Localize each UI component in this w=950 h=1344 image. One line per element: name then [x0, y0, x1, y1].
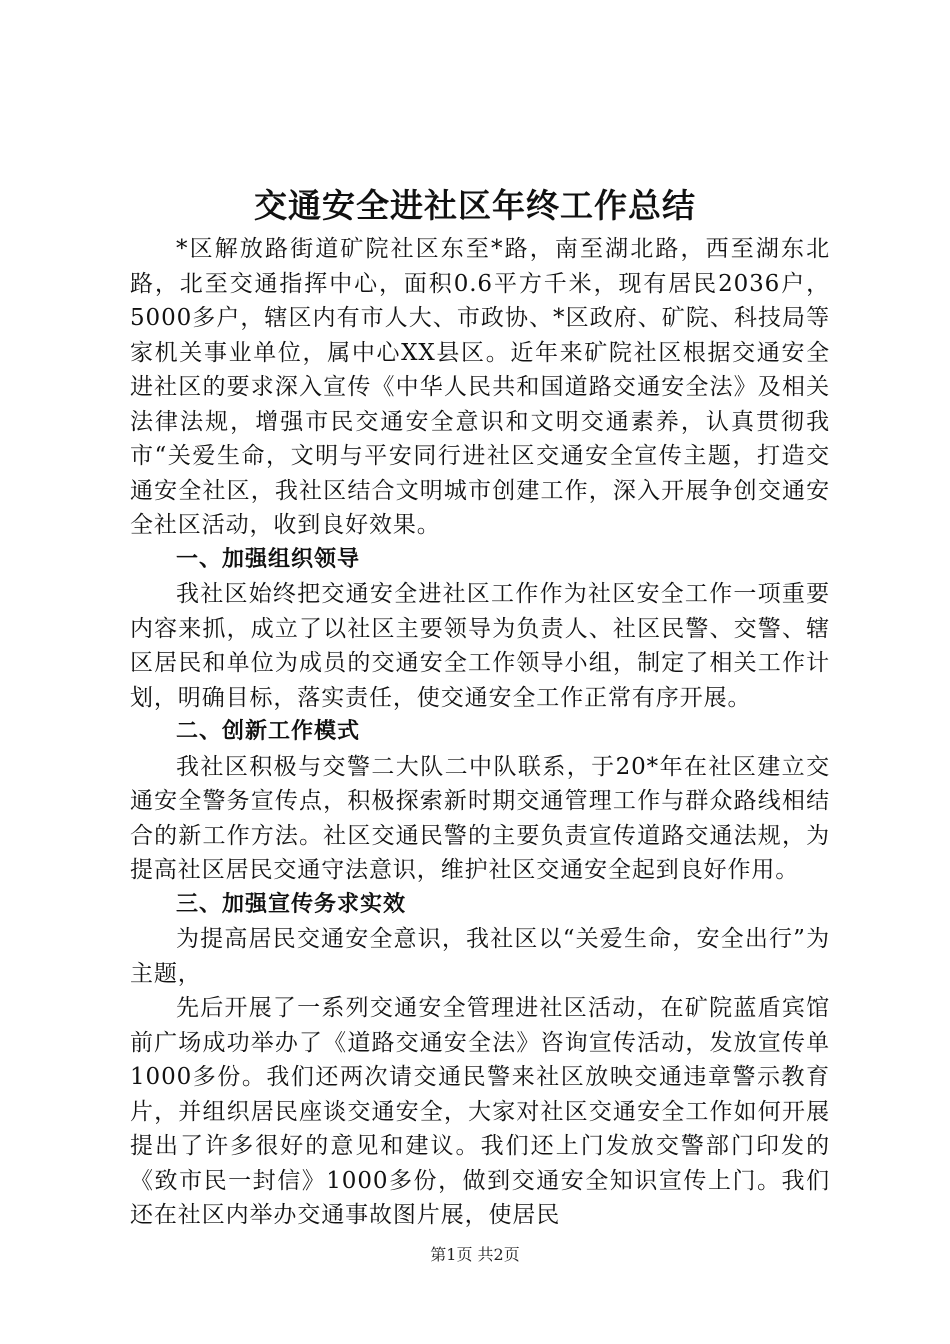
section-1-heading: 一、加强组织领导	[176, 546, 361, 572]
section-2-paragraph: 我社区积极与交警二大队二中队联系，于20*年在社区建立交通安全警务宣传点，积极探索新时期交通管理工作与群众路线相结合的新工作方法。社区交通民警的主要负责宣传道路交通法规，为提高社区居民交通守法意识，维护社区交通安全起到良好作用。	[130, 753, 830, 883]
section-3-paragraph-2: 先后开展了一系列交通安全管理进社区活动，在矿院蓝盾宾馆前广场成功举办了《道路交通安全法》咨询宣传活动，发放宣传单1000多份。我们还两次请交通民警来社区放映交通违章警示教育片，并组织居民座谈交通安全，大家对社区交通安全工作如何开展提出了许多很好的意见和建议。我们还上门发放交警部门印发的《致市民一封信》1000多份，做到交通安全知识宣传上门。我们还在社区内举办交通事故图片展，使居民	[130, 995, 830, 1228]
section-3-heading: 三、加强宣传务求实效	[176, 891, 407, 917]
page-number-footer: 第1页 共2页	[430, 1245, 520, 1264]
section-2-heading: 二、创新工作模式	[176, 719, 361, 744]
document-body	[130, 232, 830, 1233]
section-1-paragraph: 我社区始终把交通安全进社区工作作为社区安全工作一项重要内容来抓，成立了以社区主要领导为负责人、社区民警、交警、辖区居民和单位为成员的交通安全工作领导小组，制定了相关工作计划，明确目标，落实责任，使交通安全工作正常有序开展。	[130, 581, 830, 711]
document-title: 交通安全进社区年终工作总结	[254, 186, 696, 225]
intro-paragraph: *区解放路街道矿院社区东至*路，南至湖北路，西至湖东北路，北至交通指挥中心，面积0.6平方千米，现有居民2036户，5000多户，辖区内有市人大、市政协、*区政府、矿院、科技局等家机关事业单位，属中心XX县区。近年来矿院社区根据交通安全进社区的要求深入宣传《中华人民共和国道路交通安全法》及相关法律法规，增强市民交通安全意识和文明交通素养，认真贯彻我市“关爱生命，文明与平安同行进社区交通安全宣传主题，打造交通安全社区，我社区结合文明城市创建工作，深入开展争创交通安全社区活动，收到良好效果。	[130, 236, 830, 538]
section-3-paragraph-1: 为提高居民交通安全意识，我社区以“关爱生命，安全出行”为主题，	[130, 926, 830, 987]
